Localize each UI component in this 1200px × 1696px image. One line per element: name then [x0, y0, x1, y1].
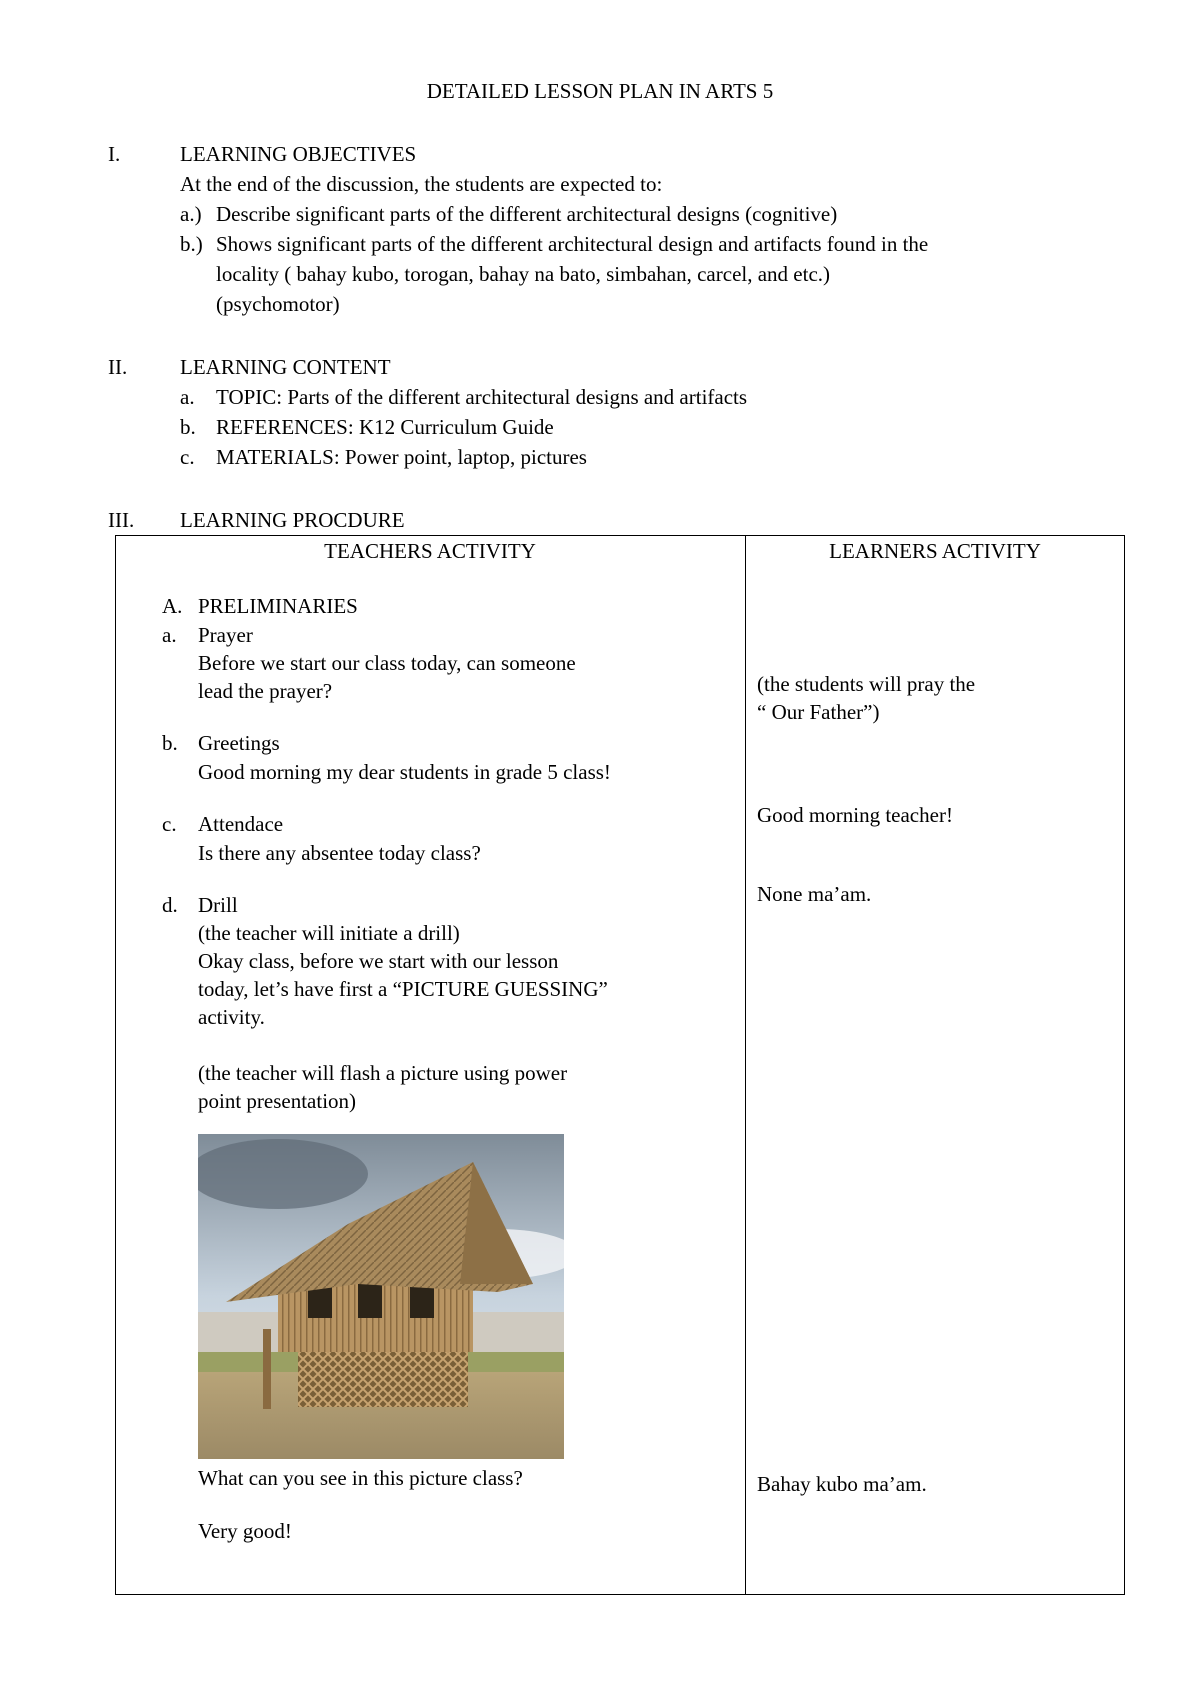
greetings-title: Greetings: [198, 731, 280, 755]
photo-window: [410, 1284, 434, 1318]
teachers-activity-header: TEACHERS ACTIVITY: [324, 539, 536, 563]
objective-b-line-2: locality ( bahay kubo, torogan, bahay na bato, simbahan, carcel, and etc.): [216, 262, 831, 286]
attendance-marker: c.: [162, 812, 177, 836]
objective-b-marker: b.): [180, 232, 203, 256]
content-number: II.: [108, 355, 128, 379]
content-heading: LEARNING CONTENT: [180, 355, 391, 379]
learner-prayer-line-1: (the students will pray the: [757, 672, 976, 696]
content-topic: TOPIC: Parts of the different architectural designs and artifacts: [216, 385, 748, 409]
photo-lattice-base: [298, 1352, 468, 1407]
objectives-intro: At the end of the discussion, the students are expected to:: [180, 172, 663, 196]
learner-attendance: None ma’am.: [757, 882, 872, 906]
drill-line-3: today, let’s have first a “PICTURE GUESSING”: [198, 977, 608, 1001]
content-b-marker: b.: [180, 415, 196, 439]
drill-question: What can you see in this picture class?: [198, 1466, 523, 1490]
prayer-title: Prayer: [198, 623, 253, 647]
prayer-line-1: Before we start our class today, can someone: [198, 651, 576, 675]
section-marker: A.: [162, 594, 183, 618]
objective-b-line-1: Shows significant parts of the different architectural design and artifacts found in the: [216, 232, 929, 256]
learners-activity-header: LEARNERS ACTIVITY: [829, 539, 1041, 563]
objective-a-marker: a.): [180, 202, 202, 226]
prayer-line-2: lead the prayer?: [198, 679, 333, 703]
drill-flash-line-2: point presentation): [198, 1089, 357, 1113]
drill-title: Drill: [198, 893, 238, 917]
drill-marker: d.: [162, 893, 178, 917]
photo-window: [358, 1284, 382, 1318]
procedure-number: III.: [108, 508, 135, 532]
greetings-marker: b.: [162, 731, 178, 755]
drill-line-2: Okay class, before we start with our lesson: [198, 949, 559, 973]
section-title: PRELIMINARIES: [198, 594, 358, 618]
learner-greeting: Good morning teacher!: [757, 803, 953, 827]
drill-flash-line-1: (the teacher will flash a picture using power: [198, 1061, 568, 1085]
learner-answer: Bahay kubo ma’am.: [757, 1472, 927, 1496]
objectives-number: I.: [108, 142, 121, 166]
bahay-kubo-photo: [198, 1134, 564, 1459]
drill-line-1: (the teacher will initiate a drill): [198, 921, 460, 945]
learner-prayer-line-2: “ Our Father”): [757, 700, 880, 724]
drill-line-4: activity.: [198, 1005, 265, 1029]
greetings-line: Good morning my dear students in grade 5 class!: [198, 760, 611, 784]
prayer-marker: a.: [162, 623, 177, 647]
objectives-heading: LEARNING OBJECTIVES: [180, 142, 417, 166]
attendance-line: Is there any absentee today class?: [198, 841, 481, 865]
content-a-marker: a.: [180, 385, 195, 409]
objective-a-text: Describe significant parts of the different architectural designs (cognitive): [216, 202, 838, 226]
content-materials: MATERIALS: Power point, laptop, pictures: [216, 445, 587, 469]
page-title: DETAILED LESSON PLAN IN ARTS 5: [426, 79, 774, 103]
procedure-heading: LEARNING PROCDURE: [180, 508, 405, 532]
content-c-marker: c.: [180, 445, 195, 469]
objective-b-line-3: (psychomotor): [216, 292, 340, 316]
content-references: REFERENCES: K12 Curriculum Guide: [216, 415, 554, 439]
photo-stilt: [263, 1329, 271, 1409]
drill-praise: Very good!: [198, 1519, 292, 1543]
attendance-title: Attendace: [198, 812, 284, 836]
